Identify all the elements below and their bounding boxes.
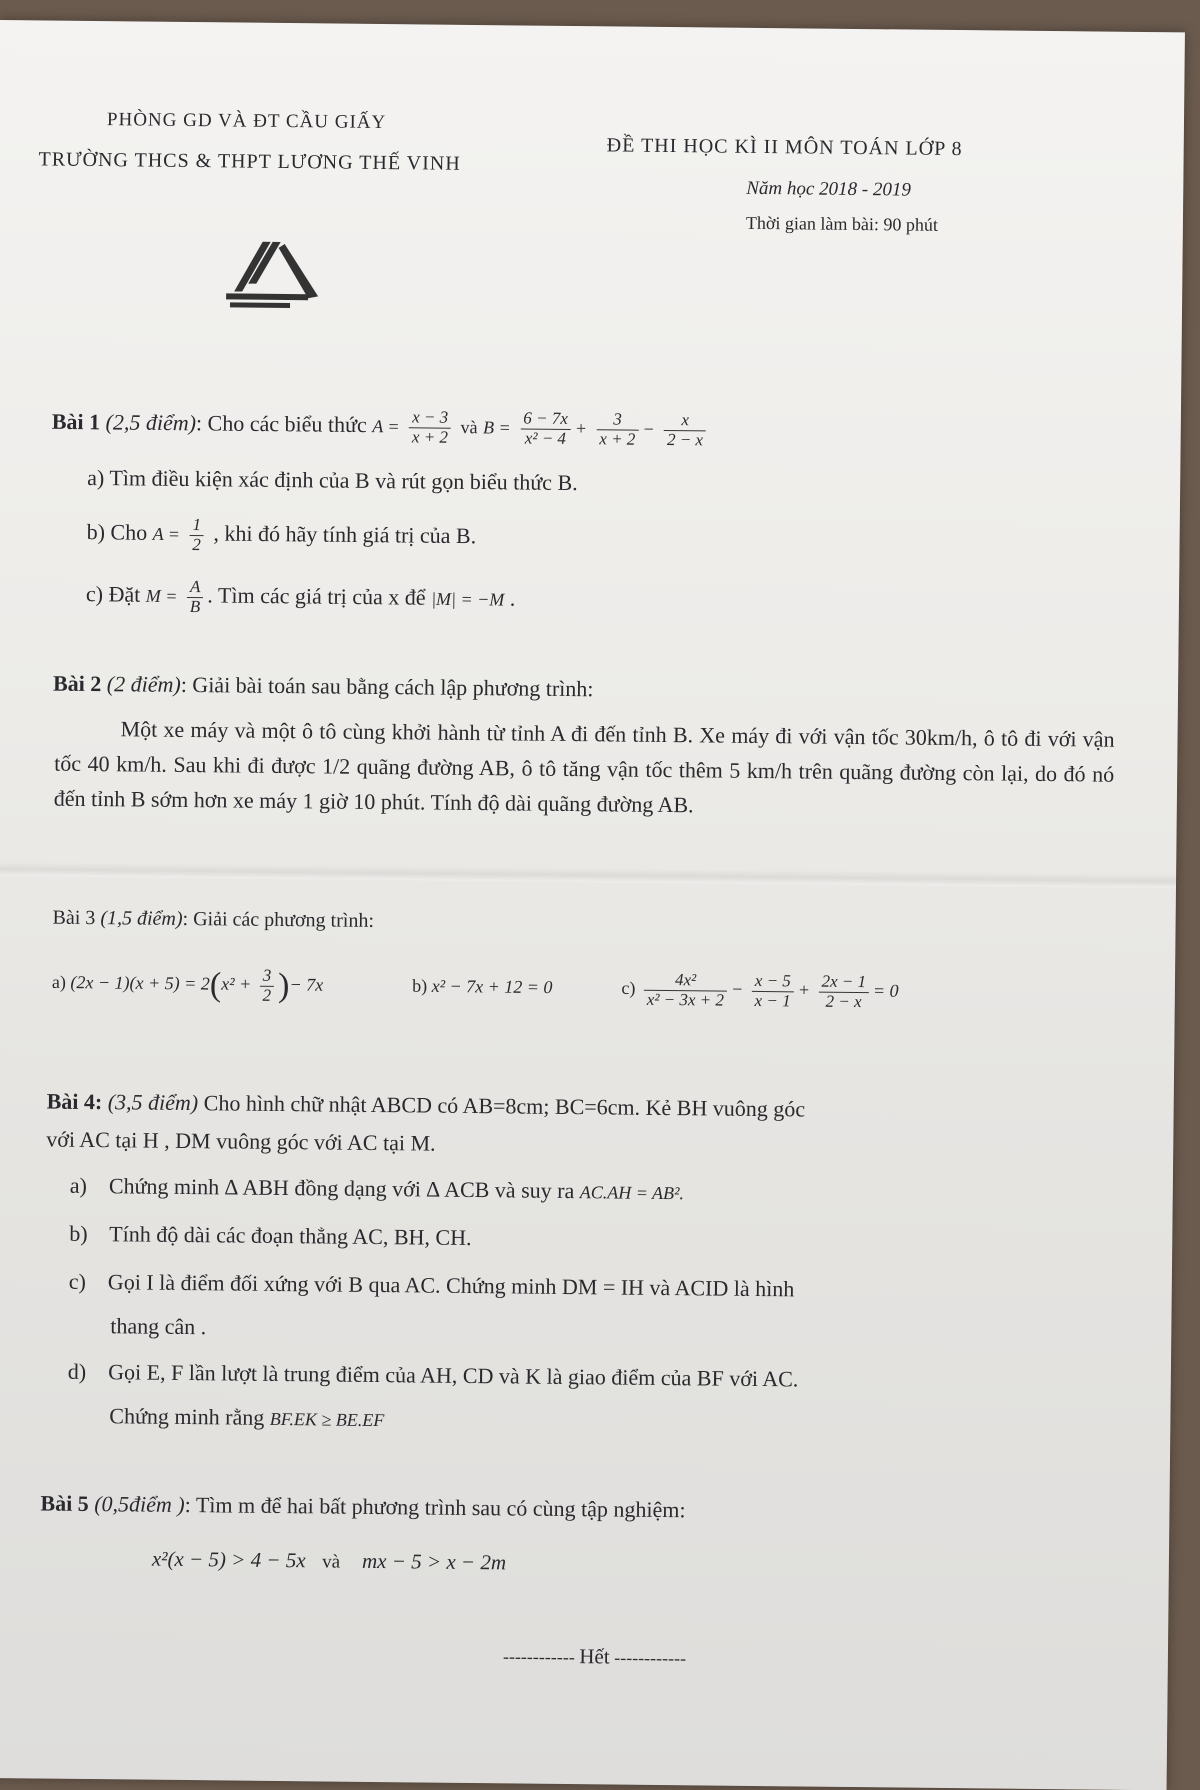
bai3-a-fraction — [259, 967, 274, 1006]
bai3-c2-den: x − 1 — [754, 990, 791, 1011]
bai1-B3-num: x — [664, 411, 706, 431]
exam-paper — [0, 20, 1185, 1790]
bai5-and: và — [322, 1551, 341, 1573]
bai1-c-den: B — [189, 596, 201, 616]
bai3-c2-fraction — [752, 972, 794, 1011]
bai3-c3-den: 2 − x — [825, 991, 862, 1011]
bai3-a-paren-open: ( — [209, 966, 222, 1004]
bai1-points: (2,5 điểm) — [105, 409, 197, 436]
bai2-points: (2 điểm) — [106, 671, 181, 697]
bai5-title: Bài 5 — [40, 1490, 89, 1517]
bai3-heading — [52, 907, 374, 933]
bai4-title: Bài 4: — [46, 1088, 103, 1115]
bai4-points: (3,5 điểm) — [107, 1089, 199, 1116]
bai3-a-den: 2 — [262, 985, 272, 1005]
bai3-a-x2: x² + — [221, 973, 252, 994]
bai3-c-label: c) — [621, 977, 636, 999]
bai3-title: Bài 3 — [52, 906, 96, 930]
bai3-c-minus: − — [730, 979, 744, 1000]
bai1-b-num: 1 — [189, 516, 204, 536]
department-name: PHÒNG GD VÀ ĐT CẦU GIẤY — [106, 109, 387, 134]
bai1-b-pre: b) Cho — [86, 519, 148, 545]
school-logo-icon — [222, 237, 323, 310]
bai1-c-mid: . Tìm các giá trị của x để — [207, 582, 426, 610]
end-text: Hết — [579, 1644, 610, 1669]
bai5-heading — [40, 1491, 685, 1524]
bai4-part-d — [68, 1359, 799, 1393]
bai3-a-lhs: (2x − 1)(x + 5) = 2 — [70, 972, 210, 994]
bai1-and: và — [460, 417, 478, 438]
bai4-heading — [47, 1089, 806, 1123]
bai4-c-text: Gọi I là điểm đối xứng với B qua AC. Chứng minh DM = IH và ACID là hình — [107, 1269, 795, 1302]
bai3-c3-num: 2x − 1 — [818, 973, 869, 993]
bai1-b-post: , khi đó hãy tính giá trị của B. — [213, 520, 477, 549]
bai1-part-a: a) Tìm điều kiện xác định của B và rút gọn biểu thức B. — [87, 464, 578, 496]
bai4-intro-line2: với AC tại H , DM vuông góc với AC tại M. — [46, 1126, 436, 1156]
bai1-minus: − — [642, 418, 655, 440]
bai2-heading — [53, 671, 594, 703]
bai1-part-c — [86, 577, 516, 620]
bai1-B3-fraction — [664, 411, 706, 450]
bai3-c-eq0: = 0 — [872, 980, 899, 1001]
bai1-b-A: A = — [152, 523, 181, 545]
bai3-spacer-1 — [328, 991, 408, 992]
bai5-ineq1: x²(x − 5) > 4 − 5x — [151, 1546, 306, 1573]
bai4-part-b — [69, 1221, 472, 1251]
bai1-B1-den: x² − 4 — [524, 428, 567, 448]
bai1-part-b — [86, 515, 476, 557]
paper-fold — [0, 862, 1176, 888]
bai1-A-fraction — [409, 408, 451, 447]
bai4-c-label: c) — [68, 1268, 87, 1294]
bai2-intro: : Giải bài toán sau bằng cách lập phương trình: — [180, 671, 594, 702]
bai3-c1-num: 4x² — [644, 971, 727, 992]
bai3-intro: : Giải các phương trình: — [182, 907, 375, 932]
bai3-c-plus: + — [797, 979, 811, 1000]
bai4-part-a — [70, 1173, 684, 1205]
bai1-B2-den: x + 2 — [599, 428, 636, 449]
bai1-title: Bài 1 — [51, 408, 101, 435]
bai3-a-label: a) — [51, 971, 67, 993]
bai1-B1-num: 6 − 7x — [520, 409, 571, 429]
exam-title: ĐỀ THI HỌC KÌ II MÔN TOÁN LỚP 8 — [606, 134, 963, 161]
bai3-c1-den: x² − 3x + 2 — [646, 989, 725, 1010]
bai3-c1-fraction — [644, 971, 728, 1010]
bai1-A-lhs: A = — [372, 416, 400, 437]
bai5-inequalities — [152, 1546, 506, 1576]
bai1-A-den: x + 2 — [411, 427, 449, 447]
bai5-points: (0,5điểm ) — [94, 1491, 185, 1518]
bai4-b-label: b) — [69, 1220, 88, 1246]
bai1-A-num: x − 3 — [409, 408, 451, 428]
bai3-a-rhs: − 7x — [289, 974, 324, 995]
bai1-c-fraction — [187, 578, 204, 617]
bai1-plus: + — [574, 418, 588, 439]
bai1-b-fraction — [189, 516, 204, 555]
bai1-B1-fraction — [520, 409, 571, 448]
bai4-a-label: a) — [69, 1172, 88, 1198]
bai1-c-num: A — [187, 578, 204, 598]
bai4-part-c — [69, 1269, 795, 1303]
bai4-b-text: Tính độ dài các đoạn thẳng AC, BH, CH. — [109, 1221, 472, 1251]
bai1-B2-fraction — [596, 410, 638, 449]
bai1-c-M: M = — [145, 585, 178, 607]
bai1-c-end: . — [509, 585, 516, 611]
end-dashes-right: ------------ — [614, 1647, 687, 1669]
bai1-heading — [52, 405, 711, 450]
bai3-b-eq: x² − 7x + 12 = 0 — [431, 975, 553, 998]
bai2-problem-text: Một xe máy và một ô tô cùng khởi hành từ tỉnh A đi đến tỉnh B. Xe máy đi với vận tốc 30km/h, ô tô đi với vận tốc 40 km/h. Sau khi đi được 1/2 quãng đường AB, ô tô tăng vận tốc thêm 5 km/h trên quãng đường còn lại, do đó nó đến tỉnh B sớm hơn xe máy 1 giờ 10 phút. Tính độ dài quãng đường AB. — [53, 716, 1115, 818]
bai5-ineq2: mx − 5 > x − 2m — [361, 1548, 507, 1575]
bai1-B3-den: 2 − x — [666, 429, 704, 450]
bai3-a-num: 3 — [260, 967, 275, 987]
school-year: Năm học 2018 - 2019 — [746, 177, 912, 201]
bai4-a-math: AC.AH = AB². — [579, 1182, 685, 1204]
time-allowed: Thời gian làm bài: 90 phút — [745, 212, 939, 235]
bai1-intro: : Cho các biểu thức — [195, 410, 367, 438]
bai4-d-math: BF.EK ≥ BE.EF — [269, 1408, 385, 1431]
bai3-b-label: b) — [412, 975, 428, 996]
bai4-a-text: Chứng minh ∆ ABH đồng dạng với ∆ ACB và suy ra — [108, 1173, 575, 1204]
bai3-a-paren-close: ) — [277, 967, 290, 1005]
bai3-c2-num: x − 5 — [752, 972, 794, 992]
bai1-c-pre: c) Đặt — [85, 581, 141, 607]
bai3-c3-fraction — [818, 973, 869, 1012]
bai1-B2-num: 3 — [596, 410, 638, 430]
bai3-equations — [52, 965, 899, 1012]
end-dashes-left: ------------ — [502, 1646, 575, 1668]
bai1-c-eq: |M| = −M — [431, 588, 505, 610]
school-name: TRƯỜNG THCS & THPT LƯƠNG THẾ VINH — [38, 148, 461, 175]
bai1-B-lhs: B = — [483, 417, 511, 438]
bai5-intro: : Tìm m để hai bất phương trình sau có cùng tập nghiệm: — [184, 1492, 686, 1523]
bai4-d-label: d) — [67, 1358, 87, 1384]
bai2-title: Bài 2 — [52, 670, 102, 697]
bai1-b-den: 2 — [192, 534, 201, 554]
bai4-part-c-line2: thang cân . — [110, 1313, 207, 1340]
bai4-d-text2: Chứng minh rằng — [109, 1403, 265, 1430]
end-marker — [503, 1643, 686, 1670]
bai4-d-text: Gọi E, F lần lượt là trung điểm của AH, CD và K là giao điểm của BF với AC. — [108, 1359, 799, 1392]
bai4-intro: Cho hình chữ nhật ABCD có AB=8cm; BC=6cm. Kẻ BH vuông góc — [198, 1090, 806, 1122]
bai3-spacer-2 — [557, 993, 617, 994]
bai3-points: (1,5 điểm) — [100, 907, 183, 930]
bai4-part-d-line2 — [109, 1403, 384, 1432]
